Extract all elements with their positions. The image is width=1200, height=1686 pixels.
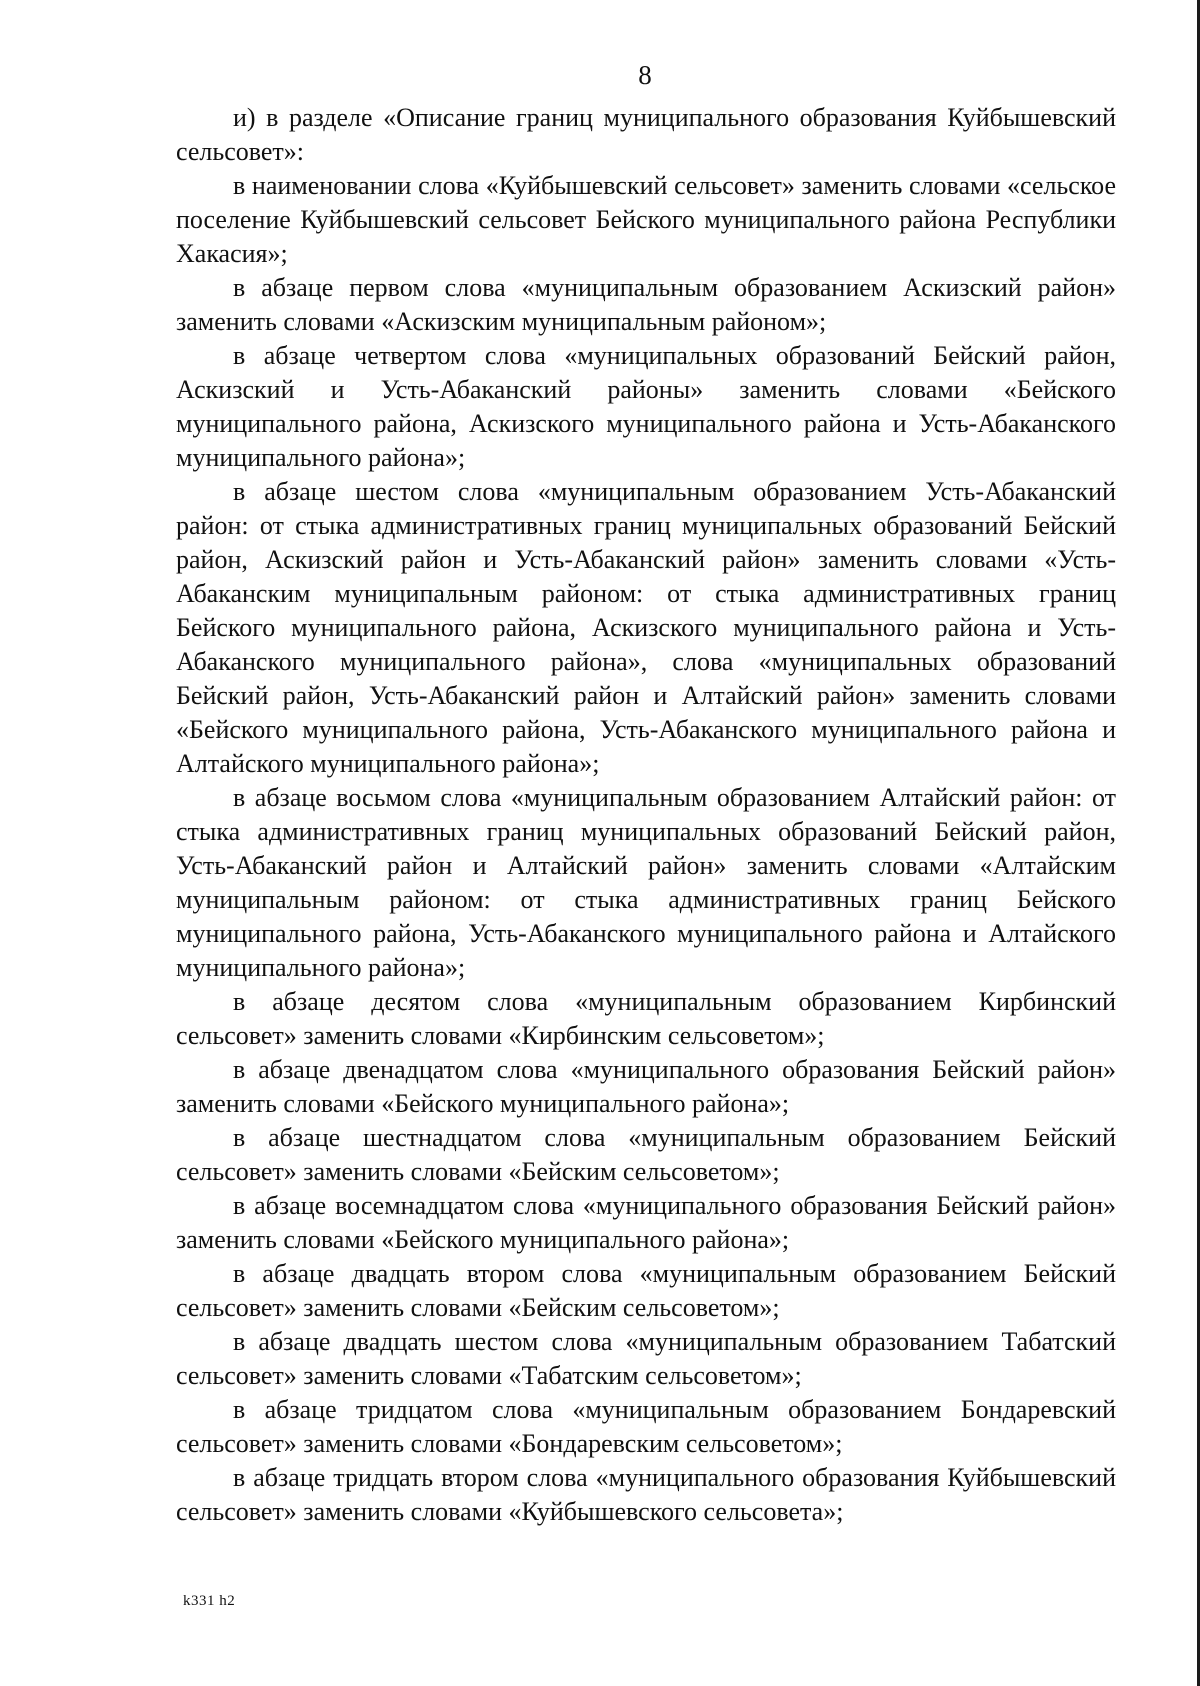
- paragraph: в наименовании слова «Куйбышевский сельсовет» заменить словами «сельское поселение Куйбышевский сельсовет Бейского муниципального района Республики Хакасия»;: [176, 171, 1116, 268]
- paragraph: в абзаце первом слова «муниципальным образованием Аскизский район» заменить словами «Аскизским муниципальным районом»;: [176, 273, 1116, 336]
- paragraph: в абзаце двадцать шестом слова «муниципальным образованием Табатский сельсовет» заменить словами «Табатским сельсоветом»;: [176, 1327, 1116, 1390]
- page-number: 8: [638, 60, 652, 90]
- paragraph: в абзаце тридцатом слова «муниципальным образованием Бондаревский сельсовет» заменить словами «Бондаревским сельсоветом»;: [176, 1395, 1116, 1458]
- paragraph: в абзаце шестом слова «муниципальным образованием Усть-Абаканский район: от стыка административных границ муниципальных образований Бейский район, Аскизский район и Усть-Абаканский район» заменить словами «Усть-Абаканским муниципальным районом: от стыка административных границ Бейского муниципального района, Аскизского муниципального района и Усть-Абаканского муниципального района», слова «муниципальных образований Бейский район, Усть-Абаканский район и Алтайский район» заменить словами «Бейского муниципального района, Усть-Абаканского муниципального района и Алтайского муниципального района»;: [176, 477, 1116, 778]
- paragraph: в абзаце двенадцатом слова «муниципального образования Бейский район» заменить словами «Бейского муниципального района»;: [176, 1055, 1116, 1118]
- paragraph: в абзаце восьмом слова «муниципальным образованием Алтайский район: от стыка административных границ муниципальных образований Бейский район, Усть-Абаканский район и Алтайский район» заменить словами «Алтайским муниципальным районом: от стыка административных границ Бейского муниципального района, Усть-Абаканского муниципального района и Алтайского муниципального района»;: [176, 783, 1116, 982]
- paragraph: в абзаце двадцать втором слова «муниципальным образованием Бейский сельсовет» заменить словами «Бейским сельсоветом»;: [176, 1259, 1116, 1322]
- paragraph: в абзаце восемнадцатом слова «муниципального образования Бейский район» заменить словами «Бейского муниципального района»;: [176, 1191, 1116, 1254]
- document-body: [176, 101, 1116, 1529]
- paragraph: в абзаце шестнадцатом слова «муниципальным образованием Бейский сельсовет» заменить словами «Бейским сельсоветом»;: [176, 1123, 1116, 1186]
- paragraph: в абзаце тридцать втором слова «муниципального образования Куйбышевский сельсовет» заменить словами «Куйбышевского сельсовета»;: [176, 1463, 1116, 1526]
- paragraph: в абзаце десятом слова «муниципальным образованием Кирбинский сельсовет» заменить словами «Кирбинским сельсоветом»;: [176, 987, 1116, 1050]
- paragraph-section-heading: и) в разделе «Описание границ муниципального образования Куйбышевский сельсовет»:: [176, 103, 1116, 166]
- document-code: k331 h2: [183, 1593, 236, 1609]
- paragraph: в абзаце четвертом слова «муниципальных образований Бейский район, Аскизский и Усть-Абаканский районы» заменить словами «Бейского муниципального района, Аскизского муниципального района и Усть-Абаканского муниципального района»;: [176, 341, 1116, 472]
